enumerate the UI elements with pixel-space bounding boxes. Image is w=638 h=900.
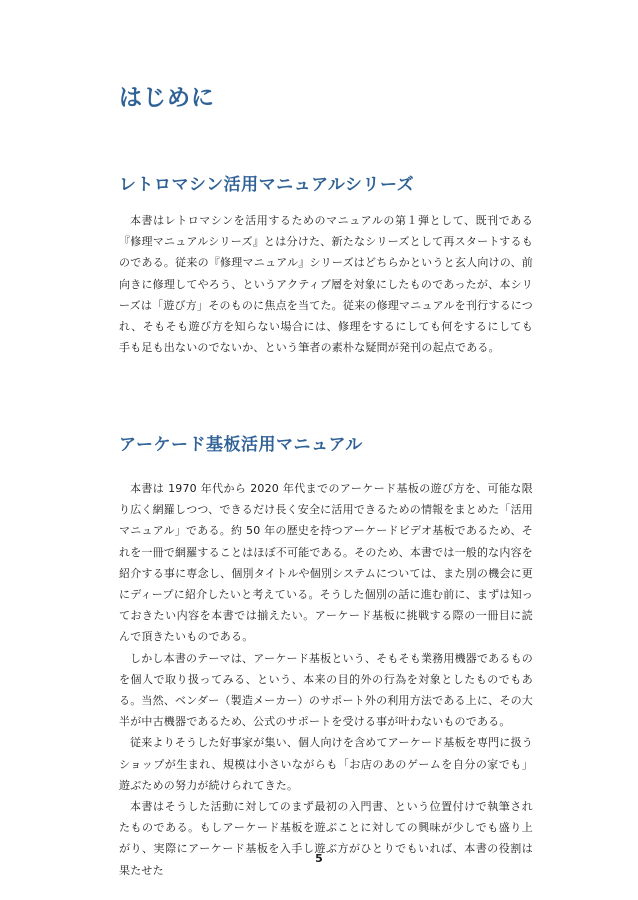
paragraph: 本書は 1970 年代から 2020 年代までのアーケード基板の遊び方を、可能な限り広く網羅しつつ、できるだけ長く安全に活用できるための情報をまとめた「活用マニュアル」である。約 50 年の歴史を持つアーケードビデオ基板であるため、それを一冊で網羅することはほぼ不可能である。そのため、本書では一般的な内容を紹介する事に専念し、個別タイトルや個別システムについては、また別の機会に更にディープに紹介したいと考えている。そうした個別の話に進む前に、まずは知っておきたい内容を本書では揃えたい。アーケード基板に挑戦する際の一冊目に読んで頂きたいものである。 [119, 482, 533, 644]
paragraph: 本書はそうした活動に対してのまず最初の入門書、という位置付けで執筆されたものである。もしアーケード基板を遊ぶことに対しての興味が少しでも盛り上がり、実際にアーケード基板を入手し遊ぶ方がひとりでもいれば、本書の役割は果たせた [119, 800, 533, 877]
section-body-arcade-board-manual [119, 478, 533, 881]
page-number: 5 [315, 852, 323, 865]
paragraph: 本書はレトロマシンを活用するためのマニュアルの第１弾として、既刊である『修理マニュアルシリーズ』とは分けた、新たなシリーズとして再スタートするものである。従来の『修理マニュアル』シリーズはどちらかというと玄人向けの、前向きに修理してやろう、というアクティブ層を対象にしたものであったが、本シリーズは「遊び方」そのものに焦点を当てた。従来の修理マニュアルを刊行するにつれ、そもそも遊び方を知らない場合には、修理をするにしても何をするにしても手も足も出ないのでないか、という筆者の素朴な疑問が発刊の起点である。 [119, 214, 533, 355]
paragraph: しかし本書のテーマは、アーケード基板という、そもそも業務用機器であるものを個人で取り扱ってみる、という、本来の目的外の行為を対象としたものでもある。当然、ベンダー（製造メーカー）のサポート外の利用方法である上に、その大半が中古機器であるため、公式のサポートを受ける事が叶わないものである。 [119, 651, 533, 729]
section-body-retro-machine-series [119, 210, 533, 358]
paragraph: 従来よりそうした好事家が集い、個人向けを含めてアーケード基板を専門に扱うショップが生まれ、規模は小さいながらも「お店のあのゲームを自分の家でも」遊ぶための努力が続けられてきた。 [119, 736, 533, 792]
section-heading-retro-machine-series: レトロマシン活用マニュアルシリーズ [119, 175, 415, 195]
page-title: はじめに [119, 85, 215, 111]
section-heading-arcade-board-manual: アーケード基板活用マニュアル [119, 435, 363, 455]
